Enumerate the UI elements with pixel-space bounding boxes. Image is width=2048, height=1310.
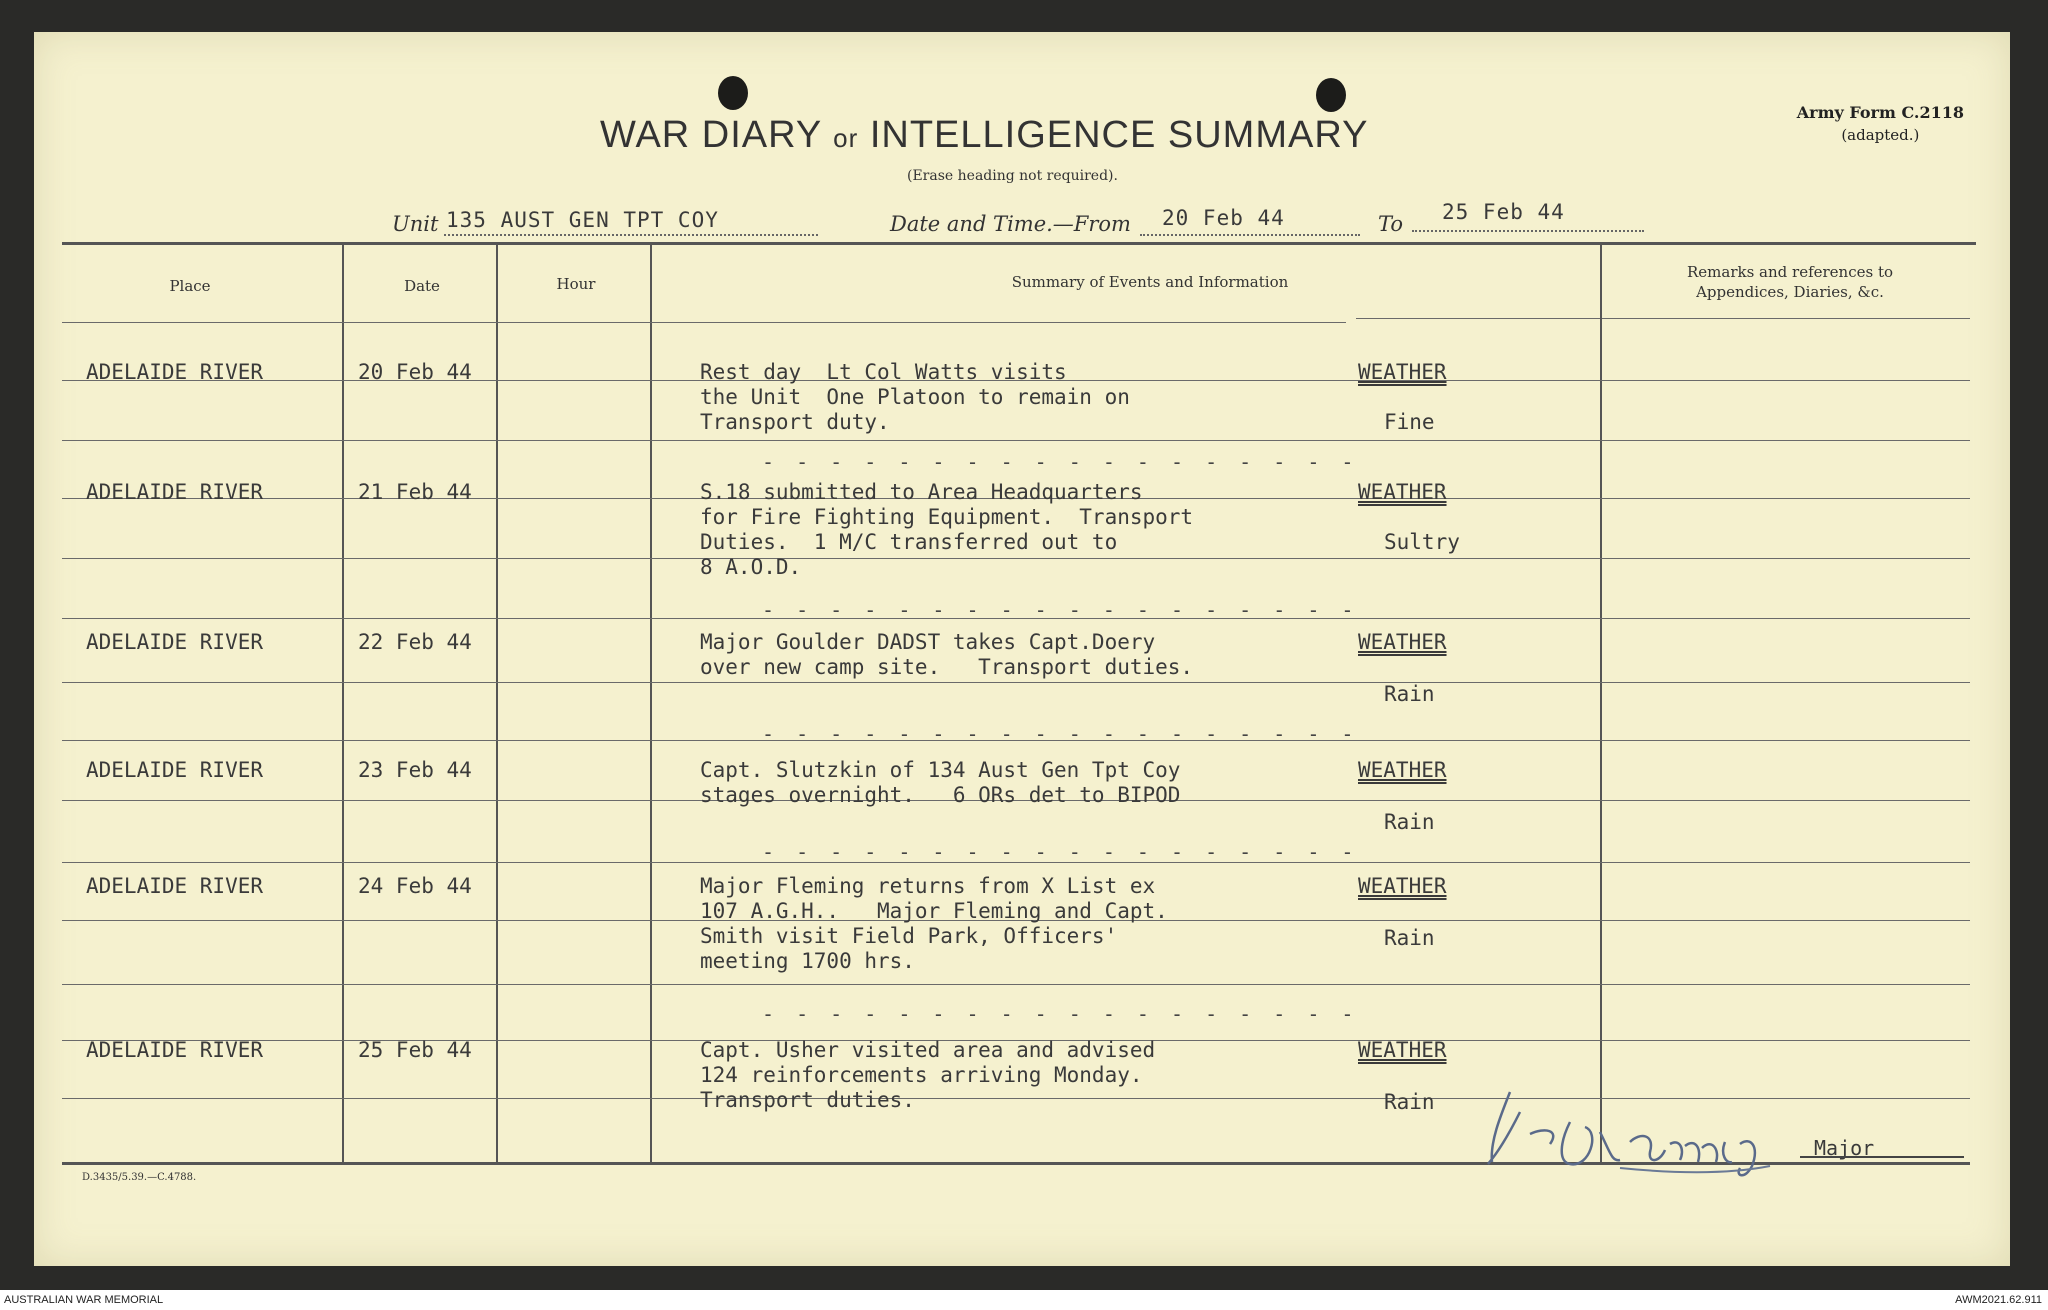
archive-reference: AWM2021.62.911 xyxy=(1955,1294,2042,1306)
col-divider-summary xyxy=(1600,244,1602,1164)
entry-summary-line: for Fire Fighting Equipment. Transport xyxy=(700,505,1194,529)
entry-weather-value: Rain xyxy=(1384,810,1435,834)
table-top-border xyxy=(62,242,1976,245)
entry-weather-value: Sultry xyxy=(1384,530,1460,554)
entry-weather-label: WEATHER xyxy=(1358,874,1447,898)
archive-name: AUSTRALIAN WAR MEMORIAL xyxy=(4,1294,164,1306)
entry-summary-line: 107 A.G.H.. Major Fleming and Capt. xyxy=(700,899,1168,923)
entry-summary-line: Major Fleming returns from X List ex xyxy=(700,874,1156,898)
entry-weather-value: Rain xyxy=(1384,1090,1435,1114)
date-from-label: Date and Time.—From xyxy=(890,212,1131,236)
entry-summary-line: meeting 1700 hrs. xyxy=(700,949,915,973)
entry-summary-line: S.18 submitted to Area Headquarters xyxy=(700,480,1143,504)
entry-summary-line: stages overnight. 6 ORs det to BIPOD xyxy=(700,783,1181,807)
entry-separator: - - - - - - - - - - - - - - - - - - xyxy=(762,840,1359,864)
entry-place: ADELAIDE RIVER xyxy=(86,1038,264,1062)
entry-summary-line: Major Goulder DADST takes Capt.Doery xyxy=(700,630,1156,654)
entry-weather-label: WEATHER xyxy=(1358,360,1447,384)
ruled-line xyxy=(62,440,1970,441)
army-form-adapted: (adapted.) xyxy=(1841,126,1920,144)
entry-weather-label: WEATHER xyxy=(1358,480,1447,504)
unit-label: Unit xyxy=(392,212,439,236)
ruled-line xyxy=(62,558,1970,559)
title-war-diary: WAR DIARY xyxy=(600,114,822,156)
entry-summary-line: Smith visit Field Park, Officers' xyxy=(700,924,1118,948)
entry-weather-label: WEATHER xyxy=(1358,758,1447,782)
entry-place: ADELAIDE RIVER xyxy=(86,874,264,898)
col-divider-date xyxy=(496,244,498,1164)
remarks-header-line-2: Appendices, Diaries, &c. xyxy=(1696,283,1884,301)
remarks-header-line-1: Remarks and references to xyxy=(1686,263,1894,281)
entry-weather-label: WEATHER xyxy=(1358,1038,1447,1062)
entry-summary-line: 8 A.O.D. xyxy=(700,555,802,579)
entry-separator: - - - - - - - - - - - - - - - - - - xyxy=(762,598,1359,622)
ruled-line xyxy=(62,984,1970,985)
date-from-dotted-line xyxy=(1140,234,1360,236)
entry-weather-value: Rain xyxy=(1384,682,1435,706)
entry-date: 20 Feb 44 xyxy=(358,360,472,384)
column-header-date: Date xyxy=(404,277,440,295)
entry-weather-label: WEATHER xyxy=(1358,630,1447,654)
entry-separator: - - - - - - - - - - - - - - - - - - xyxy=(762,722,1359,746)
header-underline-remarks xyxy=(1602,318,1970,319)
signature-rule xyxy=(1800,1156,1964,1158)
col-divider-hour xyxy=(650,244,652,1164)
date-to-dotted-line xyxy=(1412,230,1644,232)
ruled-line xyxy=(62,682,1970,683)
entry-summary-line: Duties. 1 M/C transferred out to xyxy=(700,530,1118,554)
header-underline-weather xyxy=(1356,318,1600,319)
header-underline-left xyxy=(62,322,1346,323)
col-divider-place xyxy=(342,244,344,1164)
entry-summary-line: Capt. Slutzkin of 134 Aust Gen Tpt Coy xyxy=(700,758,1181,782)
date-to-value: 25 Feb 44 xyxy=(1442,200,1565,224)
column-header-remarks xyxy=(1610,262,1970,302)
date-to-label: To xyxy=(1378,212,1404,236)
archive-footer xyxy=(0,1290,2048,1310)
entry-date: 21 Feb 44 xyxy=(358,480,472,504)
entry-date: 23 Feb 44 xyxy=(358,758,472,782)
column-header-summary: Summary of Events and Information xyxy=(1011,273,1289,291)
title-intelligence-summary: INTELLIGENCE SUMMARY xyxy=(869,114,1369,156)
entry-separator: - - - - - - - - - - - - - - - - - - xyxy=(762,1002,1359,1026)
army-form-label xyxy=(1797,102,1964,146)
army-form-number: Army Form C.2118 xyxy=(1796,103,1964,122)
entry-summary-line: Capt. Usher visited area and advised xyxy=(700,1038,1156,1062)
entry-date: 25 Feb 44 xyxy=(358,1038,472,1062)
entry-place: ADELAIDE RIVER xyxy=(86,758,264,782)
entry-summary-line: 124 reinforcements arriving Monday. xyxy=(700,1063,1143,1087)
date-from-value: 20 Feb 44 xyxy=(1162,206,1285,230)
erase-note: (Erase heading not required). xyxy=(907,168,1118,184)
entry-place: ADELAIDE RIVER xyxy=(86,630,264,654)
unit-dotted-line xyxy=(444,234,818,236)
entry-summary-line: Transport duties. xyxy=(700,1088,915,1112)
entry-weather-value: Rain xyxy=(1384,926,1435,950)
entry-summary-line: over new camp site. Transport duties. xyxy=(700,655,1194,679)
entry-summary-line: Rest day Lt Col Watts visits xyxy=(700,360,1067,384)
print-code: D.3435/5.39.—C.4788. xyxy=(82,1172,197,1183)
entry-date: 22 Feb 44 xyxy=(358,630,472,654)
entry-summary-line: the Unit One Platoon to remain on xyxy=(700,385,1130,409)
entry-place: ADELAIDE RIVER xyxy=(86,480,264,504)
column-header-place: Place xyxy=(169,277,211,295)
column-header-hour: Hour xyxy=(556,275,596,293)
entry-place: ADELAIDE RIVER xyxy=(86,360,264,384)
title-or: or xyxy=(833,123,859,153)
entry-weather-value: Fine xyxy=(1384,410,1435,434)
signature-rank: Major xyxy=(1814,1136,1875,1160)
signature-image xyxy=(1480,1072,1820,1182)
punch-hole-left xyxy=(718,76,748,110)
punch-hole-right xyxy=(1316,78,1346,112)
entry-date: 24 Feb 44 xyxy=(358,874,472,898)
page-title xyxy=(600,114,1448,157)
entry-separator: - - - - - - - - - - - - - - - - - - xyxy=(762,450,1359,474)
unit-value: 135 AUST GEN TPT COY xyxy=(446,208,719,232)
entry-summary-line: Transport duty. xyxy=(700,410,890,434)
